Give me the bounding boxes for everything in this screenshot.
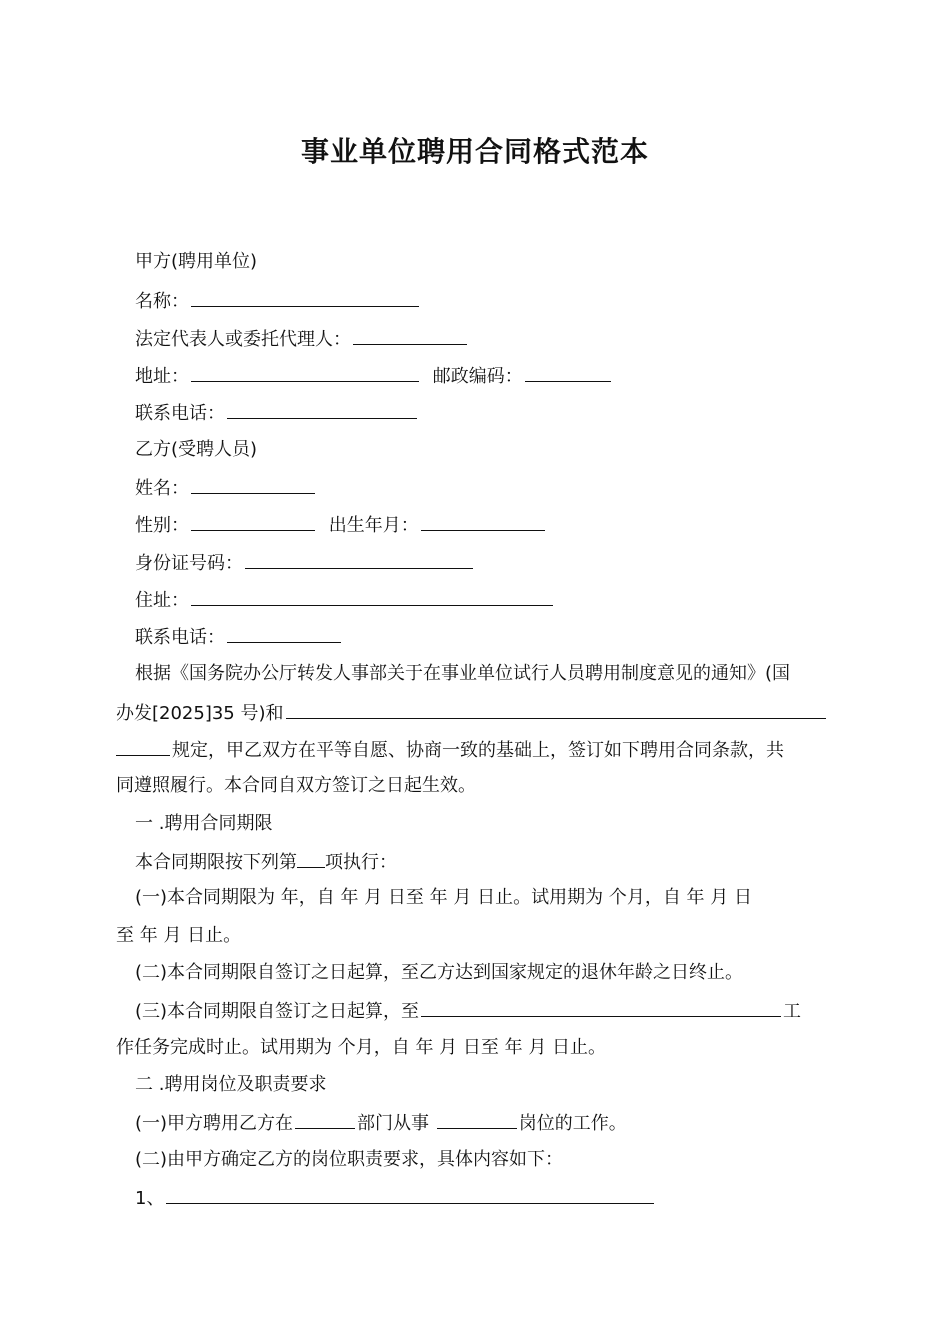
section-2-item-1-mid: 部门从事 xyxy=(357,1113,430,1134)
preamble-regulation-blank-cont[interactable] xyxy=(116,737,170,756)
section-1-item-3-line-2: 作任务完成时止。试用期为 个月，自 年 月 日至 年 月 日止。 xyxy=(116,1037,607,1058)
section-1-task-blank[interactable] xyxy=(421,998,781,1017)
party-a-phone-row xyxy=(135,400,419,426)
party-a-address-blank[interactable] xyxy=(191,363,419,382)
party-b-gender-row xyxy=(135,512,547,538)
party-a-postcode-label: 邮政编码： xyxy=(432,366,523,387)
preamble-line-1: 根据《国务院办公厅转发人事部关于在事业单位试行人员聘用制度意见的通知》(国 xyxy=(135,663,791,684)
document-title: 事业单位聘用合同格式范本 xyxy=(300,135,649,168)
department-blank[interactable] xyxy=(295,1110,355,1129)
preamble-line-2 xyxy=(116,700,834,726)
section-1-item-3-prefix: (三)本合同期限自签订之日起算，至 xyxy=(135,1001,420,1022)
section-1-item-3-line-1 xyxy=(135,998,801,1024)
section-2-heading: 二 .聘用岗位及职责要求 xyxy=(135,1074,327,1095)
preamble-line-4: 同遵照履行。本合同自双方签订之日起生效。 xyxy=(116,775,476,796)
duty-1-blank[interactable] xyxy=(166,1185,654,1204)
party-b-residence-label: 住址： xyxy=(135,590,189,611)
section-2-item-1-suffix: 岗位的工作。 xyxy=(518,1113,627,1134)
party-b-heading: 乙方(受聘人员) xyxy=(135,439,258,460)
section-1-item-3-suffix: 工 xyxy=(783,1001,802,1022)
party-b-id-row xyxy=(135,550,475,576)
preamble-line-3-text: 规定，甲乙双方在平等自愿、协商一致的基础上，签订如下聘用合同条款，共 xyxy=(172,740,784,761)
party-a-name-label: 名称： xyxy=(135,291,189,312)
section-1-intro-prefix: 本合同期限按下列第 xyxy=(135,852,297,873)
party-b-name-label: 姓名： xyxy=(135,478,189,499)
section-1-item-2: (二)本合同期限自签订之日起算，至乙方达到国家规定的退休年龄之日终止。 xyxy=(135,962,744,983)
section-1-heading: 一 .聘用合同期限 xyxy=(135,813,273,834)
section-2-item-1 xyxy=(135,1110,627,1136)
list-item-1-number: 1、 xyxy=(135,1188,165,1209)
party-b-phone-label: 联系电话： xyxy=(135,627,225,648)
section-1-intro xyxy=(135,849,397,875)
party-a-rep-row xyxy=(135,326,469,352)
section-2-item-1-prefix: (一)甲方聘用乙方在 xyxy=(135,1113,294,1134)
section-1-option-blank[interactable] xyxy=(297,849,325,868)
party-b-birth-label: 出生年月： xyxy=(328,515,419,536)
section-1-intro-suffix: 项执行： xyxy=(325,852,397,873)
section-1-item-1-line-1: (一)本合同期限为 年，自 年 月 日至 年 月 日止。试用期为 个月，自 年 月 日 xyxy=(135,887,752,908)
preamble-line-2-prefix: 办发[2025]35 号)和 xyxy=(116,703,284,724)
party-b-residence-row xyxy=(135,587,555,613)
party-b-id-blank[interactable] xyxy=(245,550,473,569)
party-b-residence-blank[interactable] xyxy=(191,587,553,606)
position-blank[interactable] xyxy=(437,1110,517,1129)
section-1-item-1-line-2: 至 年 月 日止。 xyxy=(116,925,242,946)
party-b-phone-row xyxy=(135,624,343,650)
party-a-rep-blank[interactable] xyxy=(353,326,467,345)
party-a-phone-blank[interactable] xyxy=(227,400,417,419)
party-a-postcode-blank[interactable] xyxy=(525,363,611,382)
party-a-address-label: 地址： xyxy=(135,366,189,387)
preamble-line-3 xyxy=(116,737,784,763)
section-2-list-item-1 xyxy=(135,1185,656,1211)
party-b-id-label: 身份证号码： xyxy=(135,553,243,574)
party-a-rep-label: 法定代表人或委托代理人： xyxy=(135,329,351,350)
section-2-item-2: (二)由甲方确定乙方的岗位职责要求，具体内容如下： xyxy=(135,1149,564,1170)
party-b-name-blank[interactable] xyxy=(191,475,315,494)
party-a-phone-label: 联系电话： xyxy=(135,403,225,424)
party-b-birth-blank[interactable] xyxy=(421,512,545,531)
party-a-heading: 甲方(聘用单位) xyxy=(135,251,258,272)
party-a-address-row xyxy=(135,363,613,389)
party-b-name-row xyxy=(135,475,317,501)
party-b-gender-blank[interactable] xyxy=(191,512,315,531)
party-b-gender-label: 性别： xyxy=(135,515,189,536)
party-a-name-blank[interactable] xyxy=(191,288,419,307)
preamble-regulation-blank[interactable] xyxy=(286,700,826,719)
party-a-name-row xyxy=(135,288,421,314)
party-b-phone-blank[interactable] xyxy=(227,624,341,643)
